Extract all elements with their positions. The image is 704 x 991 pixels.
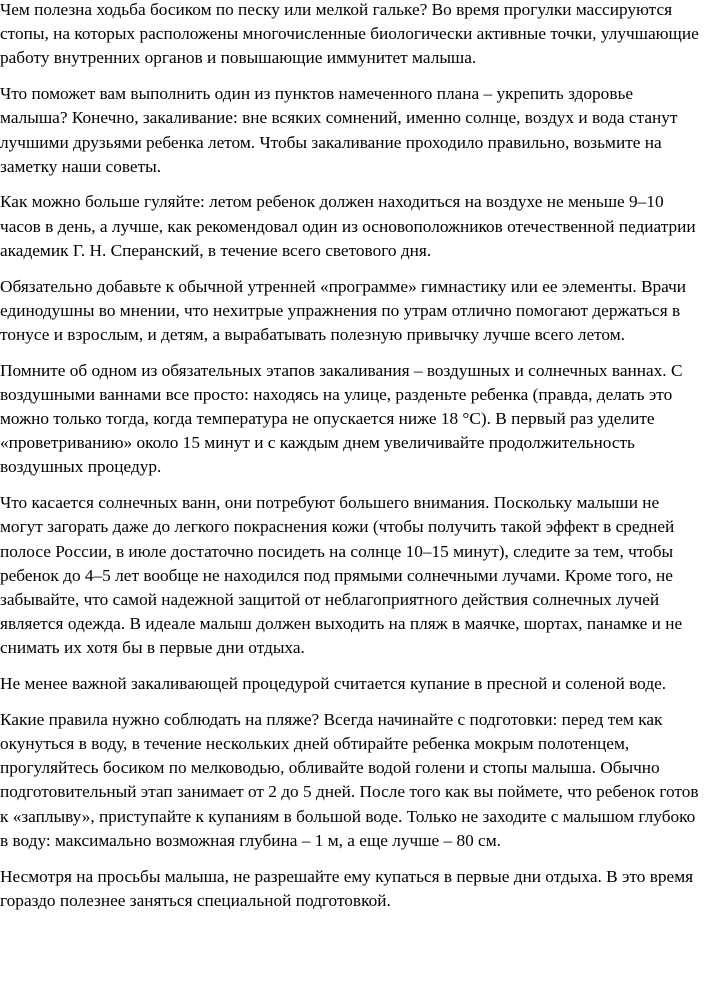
paragraph-barefoot-walking: Чем полезна ходьба босиком по песку или мелкой гальке? Во время прогулки массируются стопы, на которых расположены многочисленные биологически активные точки, улучшающие работу внутренних органов и повышающие иммунитет малыша. xyxy=(0,0,699,68)
paragraph-walk-more: Как можно больше гуляйте: летом ребенок должен находиться на воздухе не меньше 9–10 часов в день, а лучше, как рекомендовал один из основоположников отечественной педиатрии академик Г. Н. Сперанский, в течение всего светового дня. xyxy=(0,192,696,260)
paragraph-bathing: Не менее важной закаливающей процедурой считается купание в пресной и соленой воде. xyxy=(0,674,667,694)
paragraph-air-baths: Помните об одном из обязательных этапов закаливания – воздушных и солнечных ваннах. С воздушными ваннами все просто: находясь на улице, разденьте ребенка (правда, делать это можно только тогда, когда температура не опускается ниже 18 °С). В первый раз уделите «проветриванию» около 15 минут и с каждым днем увеличивайте продолжительность воздушных процедур. xyxy=(0,360,683,477)
paragraph-first-days: Несмотря на просьбы малыша, не разрешайте ему купаться в первые дни отдыха. В это время гораздо полезнее заняться специальной подготовкой. xyxy=(0,866,694,910)
paragraph-morning-exercise: Обязательно добавьте к обычной утренней «программе» гимнастику или ее элементы. Врачи единодушны во мнении, что нехитрые упражнения по утрам отлично помогают держаться в тонусе и взрослым, и детям, а вырабатывать полезную привычку лучше всего летом. xyxy=(0,276,687,344)
paragraph-beach-rules: Какие правила нужно соблюдать на пляже? Всегда начинайте с подготовки: перед тем как окунуться в воду, в течение нескольких дней обтирайте ребенка мокрым полотенцем, прогуляйтесь босиком по мелководью, обливайте водой голени и стопы малыша. Обычно подготовительный этап занимает от 2 до 5 дней. После того как вы поймете, что ребенок готов к «заплыву», приступайте к купаниям в большой воде. Только не заходите с малышом глубоко в воду: максимально возможная глубина – 1 м, а еще лучше – 80 см. xyxy=(0,709,699,850)
paragraph-hardening-intro: Что поможет вам выполнить один из пунктов намеченного плана – укрепить здоровье малыша? Конечно, закаливание: вне всяких сомнений, именно солнце, воздух и вода станут лучшими друзьями ребенка летом. Чтобы закаливание проходило правильно, возьмите на заметку наши советы. xyxy=(0,84,678,176)
paragraph-sun-baths: Что касается солнечных ванн, они потребуют большего внимания. Поскольку малыши не могут загорать даже до легкого покраснения кожи (чтобы получить такой эффект в средней полосе России, в июле достаточно посидеть на солнце 10–15 минут), следите за тем, чтобы ребенок до 4–5 лет вообще не находился под прямыми солнечными лучами. Кроме того, не забывайте, что самой надежной защитой от неблагоприятного действия солнечных лучей является одежда. В идеале малыш должен выходить на пляж в маячке, шортах, панамке и не снимать их хотя бы в первые дни отдыха. xyxy=(0,493,683,658)
